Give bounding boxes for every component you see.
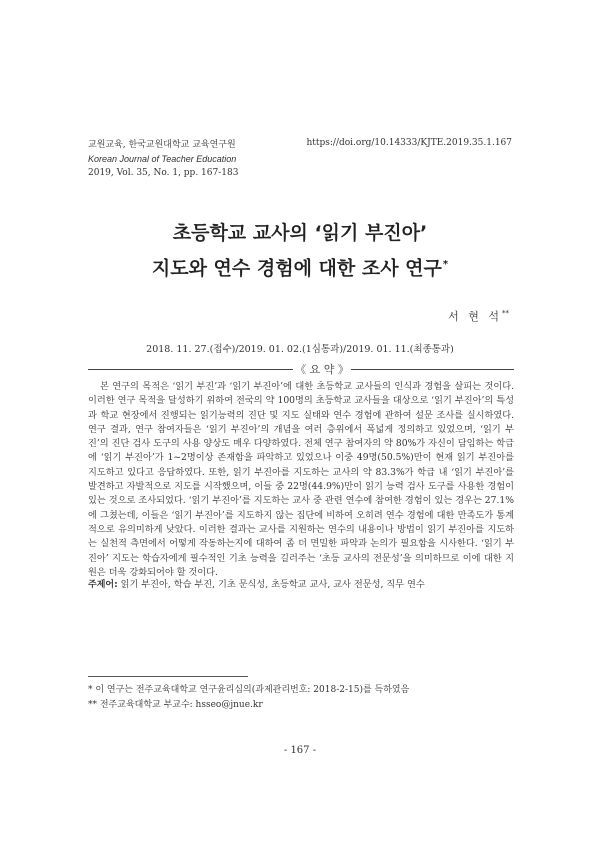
- keywords: [88, 576, 514, 590]
- keywords-label: 주제어:: [88, 580, 118, 590]
- footnote-2: ** 전주교육대학교 부교수: hsseo@jnue.kr: [88, 700, 263, 710]
- abstract-heading: 《 요 약 》: [295, 363, 349, 376]
- author: [448, 308, 509, 324]
- abstract-text: 본 연구의 목적은 ‘읽기 부진’과 ‘읽기 부진아’에 대한 초등학교 교사들의 인식과 경험을 살피는 것이다. 이러한 연구 목적을 달성하기 위하여 전국의 약 100명의 초등학교 교사들을 대상으로 ‘읽기 부진아’의 특성과 학교 현장에서 진행되는 읽기능력의 진단 및 지도 실태와 연수 경험에 관하여 설문 조사를 실시하였다. 연구 결과, 연구 참여자들은 ‘읽기 부진아’의 개념을 여러 층위에서 폭넓게 정의하고 있었으며, ‘읽기 부진’의 진단 검사 도구의 사용 양상도 매우 다양하였다. 전체 연구 참여자의 약 80%가 자신이 담임하는 학급에 ‘읽기 부진아’가 1~2명이상 존재함을 파악하고 있었으나 이중 49명(50.5%)만이 현재 읽기 부진아를 지도하고 있다고 응답하였다. 또한, 읽기 부진아를 지도하는 교사의 약 83.3%가 학급 내 ‘읽기 부진아’를 발견하고 자발적으로 지도를 시작했으며, 이들 중 22명(44.9%)만이 읽기 능력 검사 도구를 사용한 경험이 있는 것으로 조사되었다. ‘읽기 부진아’를 지도하는 교사 중 관련 연수에 참여한 경험이 있는 경우는 27.1%에 그쳤는데, 이들은 ‘읽기 부진아’를 지도하지 않는 집단에 비하여 오히려 연수 경험에 대한 만족도가 통계적으로 유의미하게 낮았다. 이러한 결과는 교사를 지원하는 연수의 내용이나 방법이 읽기 부진아를 지도하는 실천적 측면에서 어떻게 작동하는지에 대하여 좀 더 면밀한 파악과 논의가 필요함을 시사한다. ‘읽기 부진아’ 지도는 학습자에게 필수적인 기초 능력을 길러주는 ‘초등 교사의 전문성’을 의미하므로 이에 대한 지원은 더욱 강화되어야 할 것이다.: [88, 381, 514, 578]
- running-header: [88, 138, 238, 180]
- review-dates: 2018. 11. 27.(접수)/2019. 01. 02.(1심통과)/2019. 01. 11.(최종통과): [146, 344, 454, 355]
- journal-name: Korean Journal of Teacher Education: [88, 154, 237, 164]
- title-footnote-marker: *: [442, 259, 449, 270]
- doi-link[interactable]: https://doi.org/10.14333/KJTE.2019.35.1.167: [306, 138, 512, 148]
- abstract-body: [88, 380, 514, 580]
- title-line-2-text: 지도와 연수 경험에 대한 조사 연구: [151, 257, 442, 280]
- author-name: 서 현 석: [448, 310, 502, 323]
- title-line-2: [0, 249, 600, 284]
- title-line-1: 초등학교 교사의 ‘읽기 부진아’: [172, 222, 428, 244]
- paper-title: [0, 218, 600, 284]
- abstract-divider-right: [351, 369, 514, 370]
- footnote-1: * 이 연구는 전주교육대학교 연구윤리심의(과제관리번호: 2018-2-15)를 득하였음: [88, 685, 410, 695]
- publisher: 교원교육, 한국교원대학교 교육연구원: [88, 140, 236, 150]
- page-number: - 167 -: [283, 745, 317, 756]
- volume-info: 2019, Vol. 35, No. 1, pp. 167-183: [88, 168, 239, 178]
- keywords-list: 읽기 부진아, 학습 부진, 기초 문식성, 초등학교 교사, 교사 전문성, 직무 연수: [120, 579, 425, 590]
- abstract-divider-left: [88, 369, 293, 370]
- author-footnote-marker: **: [502, 309, 509, 318]
- footnotes: [88, 683, 409, 713]
- footnote-divider: [88, 676, 248, 677]
